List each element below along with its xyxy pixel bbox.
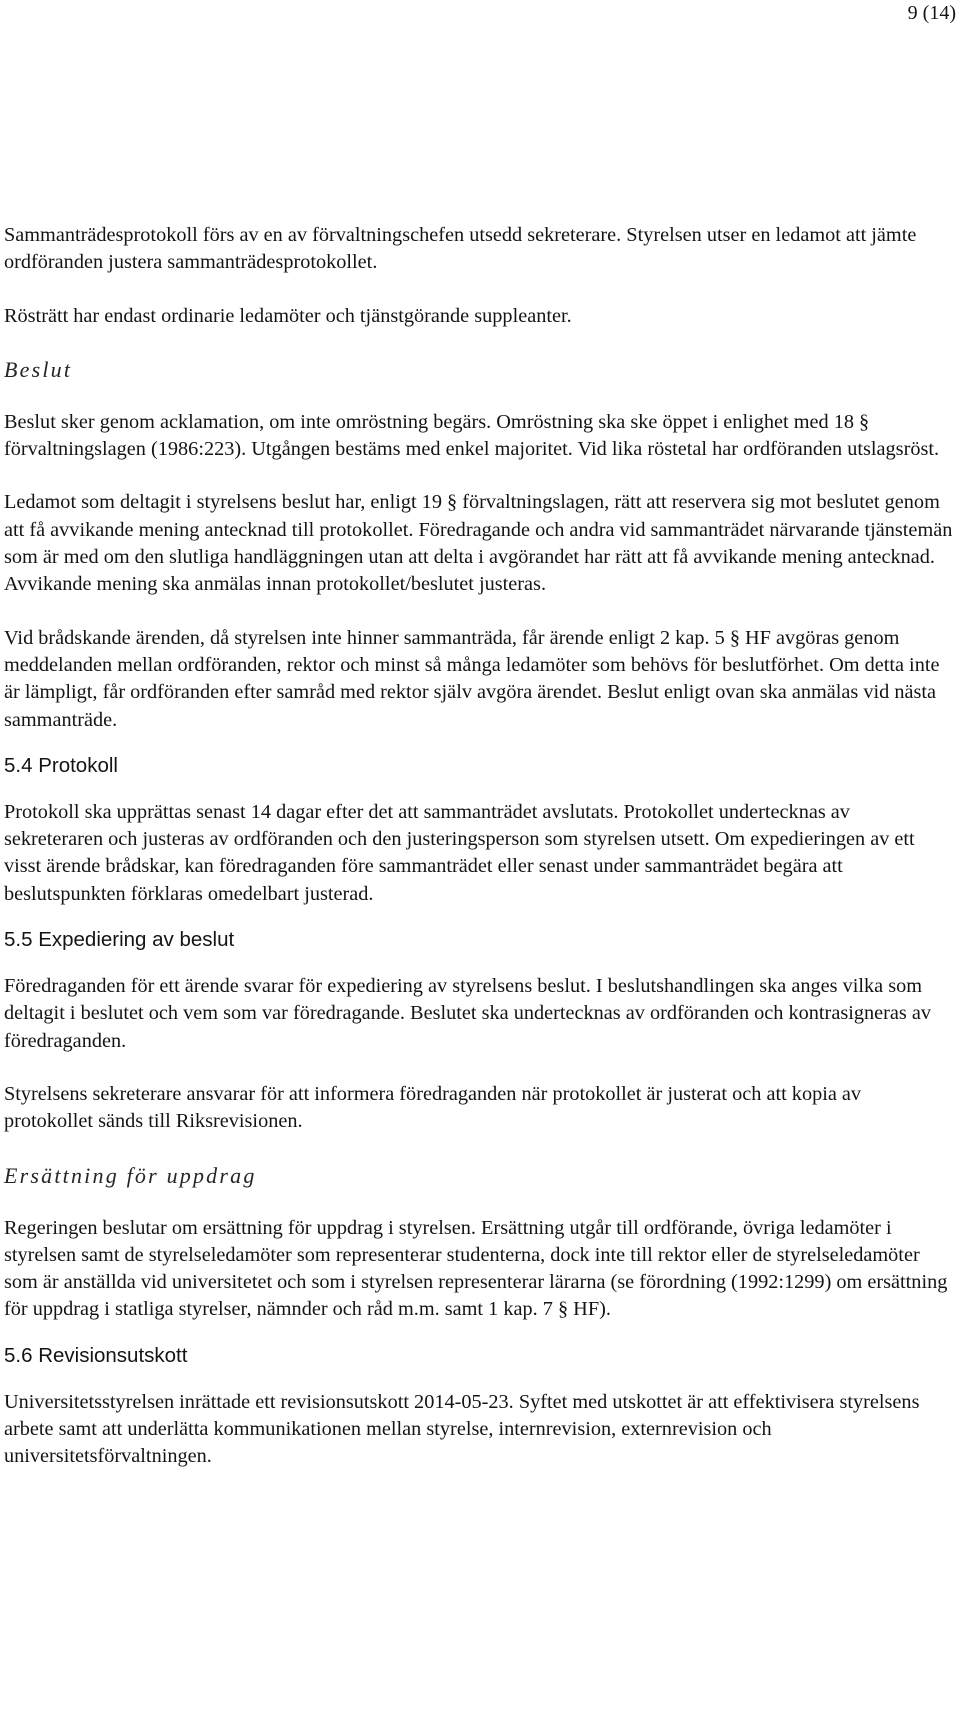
- heading-protokoll: 5.4 Protokoll: [4, 753, 118, 777]
- paragraph-decision-method: Beslut sker genom acklamation, om inte omröstning begärs. Omröstning ska ske öppet i enlighet med 18 § förvaltningslagen (1986:223). Utgången bestäms med enkel majoritet. Vid lika röstetal har ordföranden utslagsröst.: [4, 410, 940, 461]
- heading-ersattning: Ersättning för uppdrag: [4, 1162, 257, 1188]
- paragraph-minutes-secretary: Sammanträdesprotokoll förs av en av förvaltningschefen utsedd sekreterare. Styrelsen utser en ledamot att jämte ordföranden justera sammanträdesprotokollet.: [4, 224, 917, 274]
- document-body: [4, 222, 954, 1497]
- paragraph-protocol: Protokoll ska upprättas senast 14 dagar efter det att sammanträdet avslutats. Protokollet undertecknas av sekreteraren och justeras av ordföranden och den justeringsperson som styrelsen utsett. Om expedieringen av ett visst ärende brådskar, kan föredraganden före sammanträdet eller senast under sammanträdet begära att beslutspunkten förklaras omedelbart justerad.: [4, 800, 915, 905]
- heading-beslut: Beslut: [4, 356, 73, 382]
- paragraph-dissenting-opinion: Ledamot som deltagit i styrelsens beslut har, enligt 19 § förvaltningslagen, rätt att reservera sig mot beslutet genom att få avvikande mening antecknad till protokollet. Föredragande och andra vid sammanträdet närvarande tjänstemän som är med om den slutliga handläggningen utan att delta i avgörandet har rätt att få avvikande mening antecknad. Avvikande mening ska anmälas innan protokollet/beslutet justeras.: [4, 491, 953, 596]
- paragraph-secretary-duties: Styrelsens sekreterare ansvarar för att informera föredraganden när protokollet är justerat och att kopia av protokollet sänds till Riksrevisionen.: [4, 1082, 862, 1133]
- page-number: 9 (14): [907, 2, 956, 24]
- paragraph-urgent-matters: Vid brådskande ärenden, då styrelsen inte hinner sammanträda, får ärende enligt 2 kap. 5 § HF avgöras genom meddelanden mellan ordföranden, rektor och minst så många ledamöter som behövs för beslutförhet. Om detta inte är lämpligt, får ordföranden efter samråd med rektor själv avgöra ärendet. Beslut enligt ovan ska anmälas vid nästa sammanträde.: [4, 626, 940, 731]
- heading-expediering: 5.5 Expediering av beslut: [4, 928, 235, 952]
- heading-revisionsutskott: 5.6 Revisionsutskott: [4, 1343, 188, 1367]
- paragraph-expediting: Föredraganden för ett ärende svarar för expediering av styrelsens beslut. I beslutshandlingen ska anges vilka som deltagit i beslutet och vem som var föredragande. Beslutet ska undertecknas av ordföranden och kontrasigneras av föredraganden.: [4, 975, 931, 1052]
- paragraph-compensation: Regeringen beslutar om ersättning för uppdrag i styrelsen. Ersättning utgår till ordförande, övriga ledamöter i styrelsen samt de styrelseledamöter som representerar studenterna, dock inte till rektor eller de styrelseledamöter som är anställda vid universitetet och som i styrelsen representerar lärarna (se förordning (1992:1299) om ersättning för uppdrag i statliga styrelser, nämnder och råd m.m. samt 1 kap. 7 § HF).: [4, 1216, 948, 1321]
- paragraph-audit-committee: Universitetsstyrelsen inrättade ett revisionsutskott 2014-05-23. Syftet med utskottet är att effektivisera styrelsens arbete samt att underlätta kommunikationen mellan styrelse, internrevision, externrevision och universitetsförvaltningen.: [4, 1390, 920, 1468]
- paragraph-voting-rights: Rösträtt har endast ordinarie ledamöter och tjänstgörande suppleanter.: [4, 304, 572, 327]
